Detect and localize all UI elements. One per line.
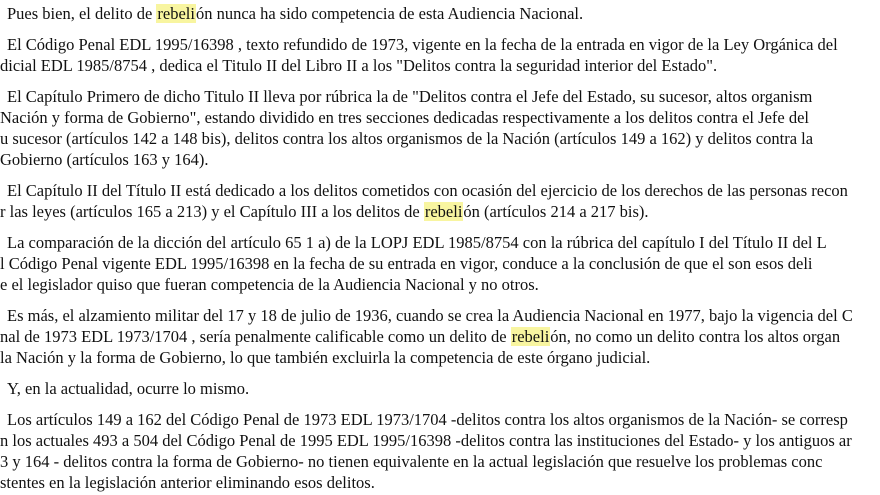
text-line bbox=[0, 274, 880, 295]
text-line bbox=[0, 201, 880, 222]
text-line bbox=[0, 55, 880, 76]
text-segment: n los actuales 493 a 504 del Código Penal de 1995 EDL 1995/16398 -delitos contra las instituciones del Estado- y los antiguos ar bbox=[0, 431, 852, 450]
paragraph bbox=[0, 409, 880, 493]
text-segment: El Capítulo Primero de dicho Titulo II lleva por rúbrica la de "Delitos contra el Jefe del Estado, su sucesor, altos organism bbox=[7, 87, 813, 106]
search-highlight: rebeli bbox=[157, 4, 195, 23]
text-line bbox=[0, 430, 880, 451]
text-segment: u sucesor (artículos 142 a 148 bis), delitos contra los altos organismos de la Nación (artículos 149 a 162) y delitos contra la bbox=[0, 129, 814, 148]
text-segment: 3 y 164 - delitos contra la forma de Gobierno- no tienen equivalente en la actual legislación que resuelve los problemas conc bbox=[0, 452, 823, 471]
text-line bbox=[0, 3, 880, 24]
text-segment: Es más, el alzamiento militar del 17 y 18 de julio de 1936, cuando se crea la Audiencia Nacional en 1977, bajo la vigencia del C bbox=[7, 306, 853, 325]
text-segment: ón, no como un delito contra los altos organ bbox=[550, 327, 841, 346]
paragraph bbox=[0, 305, 880, 368]
text-segment: l Código Penal vigente EDL 1995/16398 en la fecha de su entrada en vigor, conduce a la conclusión de que el son esos deli bbox=[0, 254, 813, 273]
text-segment: stentes en la legislación anterior eliminando esos delitos. bbox=[0, 473, 375, 492]
text-segment: La comparación de la dicción del artículo 65 1 a) de la LOPJ EDL 1985/8754 con la rúbrica del capítulo I del Título II del L bbox=[7, 233, 827, 252]
text-segment: Y, en la actualidad, ocurre lo mismo. bbox=[7, 379, 250, 398]
text-segment: ón (artículos 214 a 217 bis). bbox=[463, 202, 649, 221]
paragraph bbox=[0, 3, 880, 24]
text-segment: ón nunca ha sido competencia de esta Audiencia Nacional. bbox=[195, 4, 584, 23]
text-segment: nal de 1973 EDL 1973/1704 , sería penalmente calificable como un delito de bbox=[0, 327, 511, 346]
text-segment: e el legislador quiso que fueran competencia de la Audiencia Nacional y no otros. bbox=[0, 275, 539, 294]
text-line bbox=[0, 472, 880, 493]
text-line bbox=[0, 409, 880, 430]
text-line bbox=[0, 232, 880, 253]
text-line bbox=[0, 128, 880, 149]
text-line bbox=[0, 253, 880, 274]
paragraph bbox=[0, 86, 880, 170]
search-highlight: rebeli bbox=[511, 327, 550, 346]
text-segment: r las leyes (artículos 165 a 213) y el Capítulo III a los delitos de bbox=[0, 202, 424, 221]
text-line bbox=[0, 149, 880, 170]
text-segment: Pues bien, el delito de bbox=[7, 4, 157, 23]
text-line bbox=[0, 107, 880, 128]
text-line bbox=[0, 347, 880, 368]
text-segment: El Capítulo II del Título II está dedicado a los delitos cometidos con ocasión del ejercicio de los derechos de las personas recon bbox=[7, 181, 848, 200]
text-segment: El Código Penal EDL 1995/16398 , texto refundido de 1973, vigente en la fecha de la entrada en vigor de la Ley Orgánica del bbox=[7, 35, 838, 54]
paragraph bbox=[0, 232, 880, 295]
paragraph bbox=[0, 180, 880, 222]
text-segment: dicial EDL 1985/8754 , dedica el Titulo II del Libro II a los "Delitos contra la seguridad interior del Estado". bbox=[0, 56, 718, 75]
text-line bbox=[0, 378, 880, 399]
text-line bbox=[0, 180, 880, 201]
text-segment: Gobierno (artículos 163 y 164). bbox=[0, 150, 209, 169]
text-line bbox=[0, 34, 880, 55]
search-highlight: rebeli bbox=[424, 202, 463, 221]
text-line bbox=[0, 326, 880, 347]
paragraph bbox=[0, 34, 880, 76]
text-line bbox=[0, 305, 880, 326]
text-segment: Nación y forma de Gobierno", estando dividido en tres secciones dedicadas respectivamente a los delitos contra el Jefe del bbox=[0, 108, 809, 127]
text-line bbox=[0, 86, 880, 107]
text-segment: Los artículos 149 a 162 del Código Penal de 1973 EDL 1973/1704 -delitos contra los altos organismos de la Nación- se corresp bbox=[7, 410, 848, 429]
text-line bbox=[0, 451, 880, 472]
paragraph bbox=[0, 378, 880, 399]
text-segment: la Nación y la forma de Gobierno, lo que también excluirla la competencia de este órgano judicial. bbox=[0, 348, 651, 367]
